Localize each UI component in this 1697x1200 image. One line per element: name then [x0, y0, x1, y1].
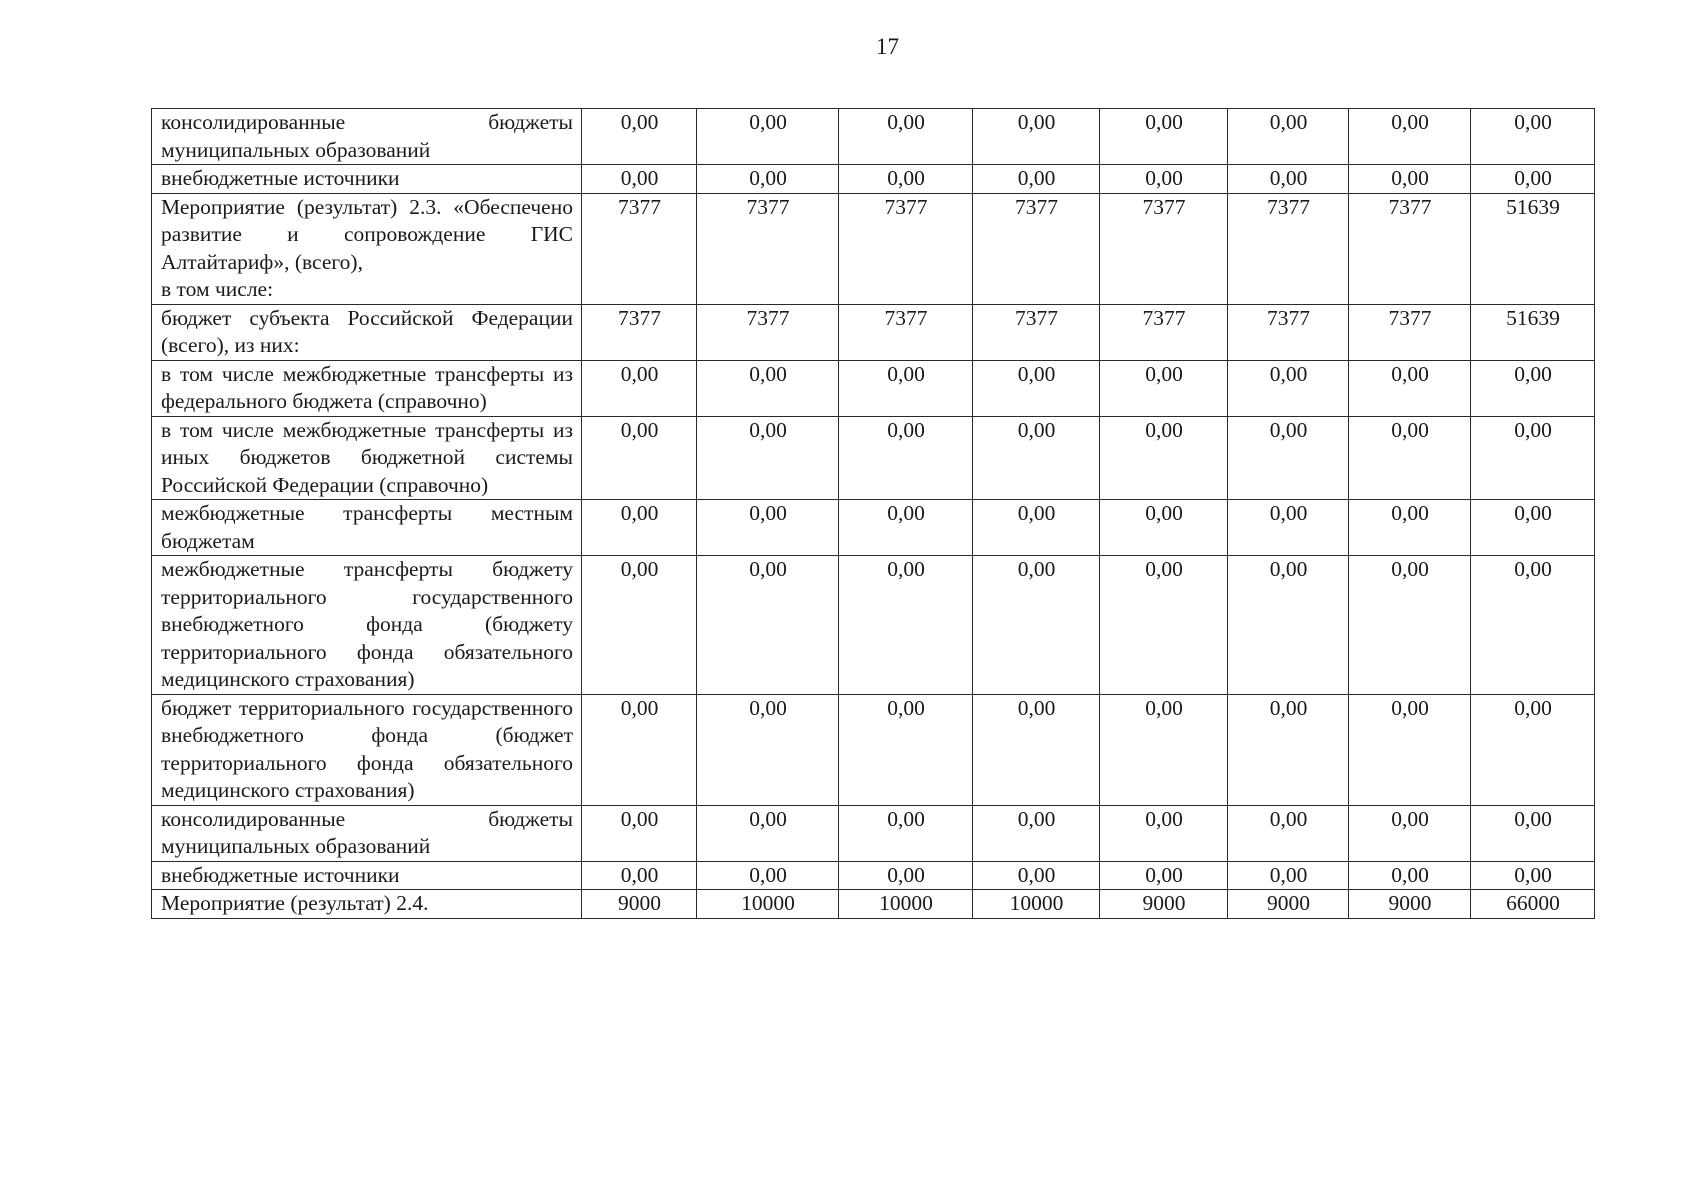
value-cell: 51639: [1471, 193, 1595, 304]
value-cell: 51639: [1471, 304, 1595, 360]
table-row: [152, 360, 1595, 416]
row-label: Мероприятие (результат) 2.3. «Обеспечено развитие и сопровождение ГИС Алтайтариф», (всего), в том числе:: [152, 193, 582, 304]
budget-table: [151, 108, 1595, 919]
row-label: межбюджетные трансферты бюджету территориального государственного внебюджетного фонда (бюджету территориального фонда обязательного медицинского страхования): [152, 556, 582, 695]
value-cell: 0,00: [697, 109, 839, 165]
value-cell: 0,00: [1471, 694, 1595, 805]
value-cell: 0,00: [1471, 109, 1595, 165]
value-cell: 0,00: [839, 694, 973, 805]
value-cell: 0,00: [1349, 109, 1471, 165]
value-cell: 0,00: [1100, 694, 1228, 805]
value-cell: 7377: [1100, 304, 1228, 360]
value-cell: 0,00: [839, 165, 973, 194]
value-cell: 0,00: [1349, 861, 1471, 890]
value-cell: 0,00: [973, 360, 1100, 416]
value-cell: 0,00: [973, 165, 1100, 194]
value-cell: 0,00: [973, 500, 1100, 556]
table-row: [152, 694, 1595, 805]
table-row: [152, 304, 1595, 360]
value-cell: 7377: [1228, 193, 1349, 304]
value-cell: 9000: [1100, 890, 1228, 919]
value-cell: 0,00: [582, 165, 697, 194]
value-cell: 0,00: [1349, 165, 1471, 194]
table-row: [152, 805, 1595, 861]
value-cell: 0,00: [839, 416, 973, 500]
value-cell: 0,00: [839, 360, 973, 416]
value-cell: 0,00: [1471, 556, 1595, 695]
value-cell: 10000: [973, 890, 1100, 919]
row-label: консолидированные бюджеты муниципальных образований: [152, 109, 582, 165]
value-cell: 7377: [973, 304, 1100, 360]
table-row: [152, 109, 1595, 165]
value-cell: 0,00: [1471, 805, 1595, 861]
value-cell: 0,00: [582, 109, 697, 165]
value-cell: 7377: [1100, 193, 1228, 304]
value-cell: 7377: [839, 193, 973, 304]
value-cell: 10000: [839, 890, 973, 919]
value-cell: 0,00: [1228, 556, 1349, 695]
table-row: [152, 890, 1595, 919]
budget-table-body: [152, 109, 1595, 919]
value-cell: 0,00: [1349, 500, 1471, 556]
row-label: бюджет территориального государственного внебюджетного фонда (бюджет территориального фонда обязательного медицинского страхования): [152, 694, 582, 805]
value-cell: 0,00: [582, 694, 697, 805]
value-cell: 0,00: [1228, 694, 1349, 805]
value-cell: 7377: [697, 193, 839, 304]
value-cell: 0,00: [1100, 556, 1228, 695]
value-cell: 7377: [1228, 304, 1349, 360]
value-cell: 0,00: [582, 416, 697, 500]
value-cell: 0,00: [839, 556, 973, 695]
table-row: [152, 556, 1595, 695]
value-cell: 9000: [1349, 890, 1471, 919]
value-cell: 0,00: [1471, 360, 1595, 416]
value-cell: 0,00: [839, 109, 973, 165]
value-cell: 0,00: [973, 556, 1100, 695]
value-cell: 0,00: [582, 556, 697, 695]
row-label: в том числе межбюджетные трансферты из федерального бюджета (справочно): [152, 360, 582, 416]
value-cell: 7377: [697, 304, 839, 360]
value-cell: 0,00: [973, 805, 1100, 861]
row-label: межбюджетные трансферты местным бюджетам: [152, 500, 582, 556]
table-row: [152, 165, 1595, 194]
value-cell: 7377: [839, 304, 973, 360]
value-cell: 7377: [973, 193, 1100, 304]
value-cell: 0,00: [973, 416, 1100, 500]
value-cell: 0,00: [582, 360, 697, 416]
value-cell: 0,00: [1471, 416, 1595, 500]
value-cell: 0,00: [697, 694, 839, 805]
value-cell: 0,00: [1228, 109, 1349, 165]
value-cell: 0,00: [973, 109, 1100, 165]
page-number: 17: [876, 34, 899, 59]
value-cell: 0,00: [1349, 805, 1471, 861]
value-cell: 0,00: [973, 861, 1100, 890]
row-label: внебюджетные источники: [152, 165, 582, 194]
value-cell: 0,00: [697, 165, 839, 194]
value-cell: 0,00: [1349, 556, 1471, 695]
value-cell: 7377: [1349, 193, 1471, 304]
value-cell: 0,00: [582, 805, 697, 861]
value-cell: 0,00: [1228, 861, 1349, 890]
value-cell: 0,00: [839, 500, 973, 556]
value-cell: 0,00: [1471, 165, 1595, 194]
value-cell: 0,00: [1471, 861, 1595, 890]
value-cell: 0,00: [697, 556, 839, 695]
value-cell: 0,00: [1349, 360, 1471, 416]
value-cell: 9000: [582, 890, 697, 919]
value-cell: 66000: [1471, 890, 1595, 919]
value-cell: 0,00: [1100, 165, 1228, 194]
value-cell: 0,00: [697, 861, 839, 890]
value-cell: 0,00: [582, 861, 697, 890]
value-cell: 0,00: [1100, 109, 1228, 165]
value-cell: 0,00: [1100, 805, 1228, 861]
value-cell: 0,00: [1100, 861, 1228, 890]
value-cell: 10000: [697, 890, 839, 919]
value-cell: 0,00: [1228, 416, 1349, 500]
row-label: Мероприятие (результат) 2.4.: [152, 890, 582, 919]
row-label: в том числе межбюджетные трансферты из иных бюджетов бюджетной системы Российской Федерации (справочно): [152, 416, 582, 500]
value-cell: 7377: [1349, 304, 1471, 360]
row-label: внебюджетные источники: [152, 861, 582, 890]
value-cell: 0,00: [839, 805, 973, 861]
value-cell: 0,00: [697, 500, 839, 556]
value-cell: 0,00: [697, 416, 839, 500]
value-cell: 0,00: [1228, 500, 1349, 556]
value-cell: 0,00: [697, 805, 839, 861]
value-cell: 0,00: [1471, 500, 1595, 556]
value-cell: 0,00: [582, 500, 697, 556]
value-cell: 0,00: [1228, 805, 1349, 861]
value-cell: 0,00: [1349, 416, 1471, 500]
row-label: консолидированные бюджеты муниципальных образований: [152, 805, 582, 861]
value-cell: 7377: [582, 304, 697, 360]
value-cell: 0,00: [1228, 360, 1349, 416]
value-cell: 0,00: [973, 694, 1100, 805]
table-row: [152, 500, 1595, 556]
table-row: [152, 416, 1595, 500]
table-row: [152, 193, 1595, 304]
value-cell: 7377: [582, 193, 697, 304]
value-cell: 0,00: [1100, 500, 1228, 556]
value-cell: 9000: [1228, 890, 1349, 919]
value-cell: 0,00: [1349, 694, 1471, 805]
value-cell: 0,00: [1228, 165, 1349, 194]
value-cell: 0,00: [1100, 360, 1228, 416]
value-cell: 0,00: [697, 360, 839, 416]
row-label: бюджет субъекта Российской Федерации (всего), из них:: [152, 304, 582, 360]
value-cell: 0,00: [839, 861, 973, 890]
value-cell: 0,00: [1100, 416, 1228, 500]
table-row: [152, 861, 1595, 890]
